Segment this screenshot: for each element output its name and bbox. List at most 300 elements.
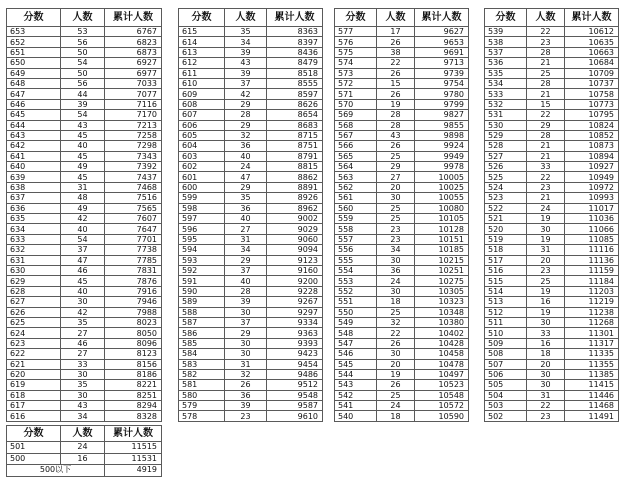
count-cell: 40: [225, 276, 267, 286]
score-cell: 539: [485, 27, 527, 37]
count-cell: 33: [527, 328, 565, 338]
header-cumulative: 累计人数: [105, 9, 162, 27]
score-cell: 566: [335, 141, 377, 151]
table-row: [485, 68, 619, 78]
table-row: [179, 255, 323, 265]
cumulative-cell: 9029: [267, 224, 323, 234]
cumulative-cell: 10612: [565, 27, 619, 37]
cumulative-cell: 6977: [105, 68, 162, 78]
score-cell: 550: [335, 307, 377, 317]
count-cell: 24: [527, 203, 565, 213]
score-cell: 519: [485, 234, 527, 244]
count-cell: 36: [225, 141, 267, 151]
score-cell: 589: [179, 297, 225, 307]
table-row: [7, 411, 162, 421]
count-cell: 39: [225, 47, 267, 57]
score-cell: 537: [485, 47, 527, 57]
cumulative-cell: 9610: [267, 411, 323, 421]
cumulative-cell: 10275: [415, 276, 469, 286]
cumulative-cell: 8251: [105, 390, 162, 400]
table-row: [335, 141, 469, 151]
table-row: [179, 401, 323, 411]
table-row: [485, 411, 619, 421]
cumulative-cell: 9160: [267, 265, 323, 275]
count-cell: 29: [225, 255, 267, 265]
count-cell: 40: [225, 214, 267, 224]
cumulative-cell: 8597: [267, 89, 323, 99]
count-cell: 29: [377, 162, 415, 172]
count-cell: 19: [527, 307, 565, 317]
table-row: [7, 359, 162, 369]
table-row: [485, 203, 619, 213]
count-cell: 17: [377, 27, 415, 37]
count-cell: 23: [225, 411, 267, 421]
cumulative-cell: 11531: [105, 453, 162, 465]
count-cell: 29: [225, 99, 267, 109]
cumulative-cell: 8891: [267, 182, 323, 192]
header-row: [335, 9, 469, 27]
cumulative-cell: 9297: [267, 307, 323, 317]
score-cell: 630: [7, 265, 61, 275]
count-cell: 20: [527, 255, 565, 265]
count-cell: 28: [377, 110, 415, 120]
count-cell: 49: [61, 203, 105, 213]
score-cell: 560: [335, 203, 377, 213]
table-row: [485, 380, 619, 390]
table-row: [179, 390, 323, 400]
count-cell: 29: [225, 120, 267, 130]
score-cell: 570: [335, 99, 377, 109]
score-cell: 521: [485, 214, 527, 224]
table-row: [485, 255, 619, 265]
count-cell: 25: [527, 276, 565, 286]
score-cell: 546: [335, 349, 377, 359]
count-cell: 34: [225, 245, 267, 255]
score-cell: 598: [179, 203, 225, 213]
cumulative-cell: 10684: [565, 58, 619, 68]
count-cell: 28: [527, 47, 565, 57]
table-row: [335, 390, 469, 400]
count-cell: 23: [527, 37, 565, 47]
score-cell: 610: [179, 78, 225, 88]
table-row: [179, 78, 323, 88]
count-cell: 24: [377, 276, 415, 286]
score-cell: 551: [335, 297, 377, 307]
score-cell: 564: [335, 162, 377, 172]
cumulative-cell: 7988: [105, 307, 162, 317]
table-row: [179, 47, 323, 57]
table-row: [179, 338, 323, 348]
header-cumulative: 累计人数: [415, 9, 469, 27]
table-row: [179, 182, 323, 192]
count-cell: 24: [377, 401, 415, 411]
table-row: [179, 130, 323, 140]
table-row: [485, 234, 619, 244]
score-cell: 645: [7, 110, 61, 120]
score-cell: 636: [7, 203, 61, 213]
header-count: 人数: [225, 9, 267, 27]
score-cell: 605: [179, 130, 225, 140]
cumulative-cell: 10873: [565, 141, 619, 151]
score-cell: 611: [179, 68, 225, 78]
score-cell: 616: [7, 411, 61, 421]
score-cell: 608: [179, 99, 225, 109]
header-count: 人数: [527, 9, 565, 27]
table-row: [7, 193, 162, 203]
table-row: [485, 245, 619, 255]
count-cell: 28: [377, 120, 415, 130]
cumulative-cell: 11017: [565, 203, 619, 213]
cumulative-cell: 8397: [267, 37, 323, 47]
count-cell: 40: [61, 141, 105, 151]
cumulative-cell: 9228: [267, 286, 323, 296]
score-cell: 648: [7, 78, 61, 88]
count-cell: 21: [527, 193, 565, 203]
table-row: [7, 162, 162, 172]
header-count: 人数: [61, 426, 105, 442]
count-cell: 22: [527, 401, 565, 411]
cumulative-cell: 10927: [565, 162, 619, 172]
table-row: [485, 37, 619, 47]
score-cell: 554: [335, 265, 377, 275]
cumulative-cell: 9363: [267, 328, 323, 338]
cumulative-cell: 8715: [267, 130, 323, 140]
score-cell: 626: [7, 307, 61, 317]
cumulative-cell: 7701: [105, 234, 162, 244]
cumulative-cell: 9799: [415, 99, 469, 109]
score-cell: 532: [485, 99, 527, 109]
table-row: [335, 380, 469, 390]
score-cell: 609: [179, 89, 225, 99]
score-cell: 603: [179, 151, 225, 161]
table-row: [179, 349, 323, 359]
cumulative-cell: 7033: [105, 78, 162, 88]
table-row: [335, 286, 469, 296]
cumulative-cell: 9780: [415, 89, 469, 99]
cumulative-cell: 9653: [415, 37, 469, 47]
score-cell: 651: [7, 47, 61, 57]
table-row: [179, 369, 323, 379]
count-cell: 23: [527, 182, 565, 192]
count-cell: 24: [225, 162, 267, 172]
table-row: [7, 255, 162, 265]
table-row: [335, 224, 469, 234]
score-cell: 571: [335, 89, 377, 99]
score-cell: 597: [179, 214, 225, 224]
cumulative-cell: 9060: [267, 234, 323, 244]
score-cell: 620: [7, 369, 61, 379]
score-cell: 607: [179, 110, 225, 120]
score-cell: 556: [335, 245, 377, 255]
table-row: [179, 141, 323, 151]
cumulative-cell: 10323: [415, 297, 469, 307]
count-cell: 31: [225, 234, 267, 244]
table-row: [7, 245, 162, 255]
table-row: [335, 58, 469, 68]
table-row: [485, 120, 619, 130]
count-cell: 19: [377, 369, 415, 379]
score-cell: 508: [485, 349, 527, 359]
table-row: [485, 369, 619, 379]
table-row: [179, 58, 323, 68]
score-cell: 647: [7, 89, 61, 99]
count-cell: 22: [527, 110, 565, 120]
table-row: [335, 307, 469, 317]
cumulative-cell: 10215: [415, 255, 469, 265]
score-cell: 574: [335, 58, 377, 68]
table-row: [335, 110, 469, 120]
score-cell: 565: [335, 151, 377, 161]
cumulative-cell: 8518: [267, 68, 323, 78]
cumulative-cell: 7170: [105, 110, 162, 120]
count-cell: 26: [377, 141, 415, 151]
score-cell: 505: [485, 380, 527, 390]
count-cell: 36: [225, 203, 267, 213]
table-row: [485, 286, 619, 296]
table-row: [179, 411, 323, 421]
count-cell: 30: [527, 224, 565, 234]
score-cell: 543: [335, 380, 377, 390]
score-cell: 553: [335, 276, 377, 286]
table-row: [179, 307, 323, 317]
cumulative-cell: 9423: [267, 349, 323, 359]
cumulative-cell: 7392: [105, 162, 162, 172]
count-cell: 39: [225, 68, 267, 78]
table-row: [335, 349, 469, 359]
score-cell: 500: [7, 453, 61, 465]
table-row: [485, 162, 619, 172]
count-cell: 39: [225, 297, 267, 307]
score-cell: 653: [7, 27, 61, 37]
cumulative-cell: 11415: [565, 380, 619, 390]
score-cell: 642: [7, 141, 61, 151]
count-cell: 42: [61, 214, 105, 224]
table-row: [485, 390, 619, 400]
count-cell: 28: [225, 286, 267, 296]
table-row: [335, 234, 469, 244]
count-cell: 31: [527, 245, 565, 255]
count-cell: 30: [377, 349, 415, 359]
cumulative-cell: 10993: [565, 193, 619, 203]
cumulative-cell: 11446: [565, 390, 619, 400]
cumulative-cell: 10025: [415, 182, 469, 192]
cumulative-cell: 9267: [267, 297, 323, 307]
score-cell: 514: [485, 286, 527, 296]
cumulative-cell: 10105: [415, 214, 469, 224]
header-cumulative: 累计人数: [267, 9, 323, 27]
count-cell: 23: [377, 234, 415, 244]
header-score: 分数: [335, 9, 377, 27]
cumulative-cell: 8294: [105, 401, 162, 411]
cumulative-cell: 11184: [565, 276, 619, 286]
score-cell: 624: [7, 328, 61, 338]
count-cell: 35: [61, 317, 105, 327]
count-cell: 43: [225, 58, 267, 68]
cumulative-cell: 10590: [415, 411, 469, 421]
cumulative-cell: 11355: [565, 359, 619, 369]
score-cell: 593: [179, 255, 225, 265]
table-row: [7, 151, 162, 161]
score-cell: 622: [7, 349, 61, 359]
table-row: [7, 27, 162, 37]
cumulative-cell: 11268: [565, 317, 619, 327]
score-cell: 628: [7, 286, 61, 296]
header-cumulative: 累计人数: [105, 426, 162, 442]
table-row: [179, 203, 323, 213]
table-row: [335, 182, 469, 192]
count-cell: 45: [61, 276, 105, 286]
table-row: [485, 401, 619, 411]
table-row: [485, 47, 619, 57]
cumulative-cell: 8328: [105, 411, 162, 421]
cumulative-cell: 7607: [105, 214, 162, 224]
table-row: [179, 172, 323, 182]
score-cell: 538: [485, 37, 527, 47]
cumulative-cell: 9393: [267, 338, 323, 348]
score-cell: 623: [7, 338, 61, 348]
cumulative-cell: 9739: [415, 68, 469, 78]
count-cell: 34: [377, 245, 415, 255]
count-cell: 31: [61, 182, 105, 192]
count-cell: 30: [61, 369, 105, 379]
count-cell: 46: [61, 338, 105, 348]
cumulative-cell: 10824: [565, 120, 619, 130]
cumulative-cell: 6873: [105, 47, 162, 57]
score-cell: 621: [7, 359, 61, 369]
count-cell: 30: [225, 338, 267, 348]
score-cell: 572: [335, 78, 377, 88]
count-cell: 40: [225, 151, 267, 161]
table-row: [335, 68, 469, 78]
score-cell: 542: [335, 390, 377, 400]
score-cell: 533: [485, 89, 527, 99]
table-row: [7, 89, 162, 99]
table-row: [485, 349, 619, 359]
score-cell: 615: [179, 27, 225, 37]
cumulative-cell: 10773: [565, 99, 619, 109]
count-cell: 29: [225, 328, 267, 338]
score-cell: 529: [485, 130, 527, 140]
table-row: [335, 338, 469, 348]
score-cell: 547: [335, 338, 377, 348]
score-cell: 588: [179, 307, 225, 317]
cumulative-cell: 10548: [415, 390, 469, 400]
cumulative-cell: 10852: [565, 130, 619, 140]
cumulative-cell: 7258: [105, 130, 162, 140]
score-cell: 617: [7, 401, 61, 411]
score-cell: 527: [485, 151, 527, 161]
cumulative-cell: 11335: [565, 349, 619, 359]
table-row: [7, 120, 162, 130]
count-cell: 54: [61, 110, 105, 120]
score-cell: 580: [179, 390, 225, 400]
header-score: 分数: [7, 9, 61, 27]
score-cell: 576: [335, 37, 377, 47]
score-cell: 563: [335, 172, 377, 182]
cumulative-cell: 9486: [267, 369, 323, 379]
count-cell: 19: [377, 99, 415, 109]
cumulative-cell: 11301: [565, 328, 619, 338]
count-cell: 23: [377, 224, 415, 234]
score-cell: 586: [179, 328, 225, 338]
cumulative-cell: 8479: [267, 58, 323, 68]
count-cell: 38: [377, 47, 415, 57]
score-cell: 619: [7, 380, 61, 390]
score-cell: 646: [7, 99, 61, 109]
count-cell: 16: [61, 453, 105, 465]
cumulative-cell: 8156: [105, 359, 162, 369]
table-row: [7, 110, 162, 120]
cumulative-cell: 10523: [415, 380, 469, 390]
count-cell: 31: [225, 359, 267, 369]
count-cell: 19: [527, 234, 565, 244]
cumulative-cell: 7785: [105, 255, 162, 265]
count-cell: 27: [377, 172, 415, 182]
cumulative-cell: 7831: [105, 265, 162, 275]
score-cell: 567: [335, 130, 377, 140]
cumulative-cell: 9587: [267, 401, 323, 411]
cumulative-cell: 11036: [565, 214, 619, 224]
score-cell: 612: [179, 58, 225, 68]
score-table-2: [178, 8, 323, 422]
table-row: [7, 349, 162, 359]
table-row: [335, 401, 469, 411]
count-cell: 20: [527, 359, 565, 369]
table-row: [335, 37, 469, 47]
score-cell: 502: [485, 411, 527, 421]
count-cell: 26: [377, 380, 415, 390]
count-cell: 50: [61, 47, 105, 57]
table-row: [7, 68, 162, 78]
score-cell: 515: [485, 276, 527, 286]
cumulative-cell: 9512: [267, 380, 323, 390]
cumulative-cell: 9924: [415, 141, 469, 151]
count-cell: 26: [377, 89, 415, 99]
table-row: [7, 317, 162, 327]
table-row: [179, 286, 323, 296]
score-cell: 526: [485, 162, 527, 172]
count-cell: 21: [527, 58, 565, 68]
score-cell: 613: [179, 47, 225, 57]
score-cell: 581: [179, 380, 225, 390]
table-row: [7, 182, 162, 192]
score-cell: 525: [485, 172, 527, 182]
table-row: [179, 359, 323, 369]
cumulative-cell: 6823: [105, 37, 162, 47]
count-cell: 22: [527, 27, 565, 37]
score-cell: 638: [7, 182, 61, 192]
score-cell: 644: [7, 120, 61, 130]
count-cell: 27: [61, 328, 105, 338]
cumulative-cell: 10894: [565, 151, 619, 161]
table-row: [179, 151, 323, 161]
score-cell: 511: [485, 317, 527, 327]
cumulative-cell: 11136: [565, 255, 619, 265]
count-cell: 22: [377, 58, 415, 68]
cumulative-cell: 7565: [105, 203, 162, 213]
count-cell: 30: [377, 286, 415, 296]
score-cell: 535: [485, 68, 527, 78]
cumulative-cell: 11159: [565, 265, 619, 275]
count-cell: 43: [377, 130, 415, 140]
score-cell: 573: [335, 68, 377, 78]
score-cell: 568: [335, 120, 377, 130]
table-row: [485, 328, 619, 338]
table-row: [335, 151, 469, 161]
count-cell: 49: [61, 162, 105, 172]
count-cell: 30: [61, 390, 105, 400]
score-cell: 561: [335, 193, 377, 203]
